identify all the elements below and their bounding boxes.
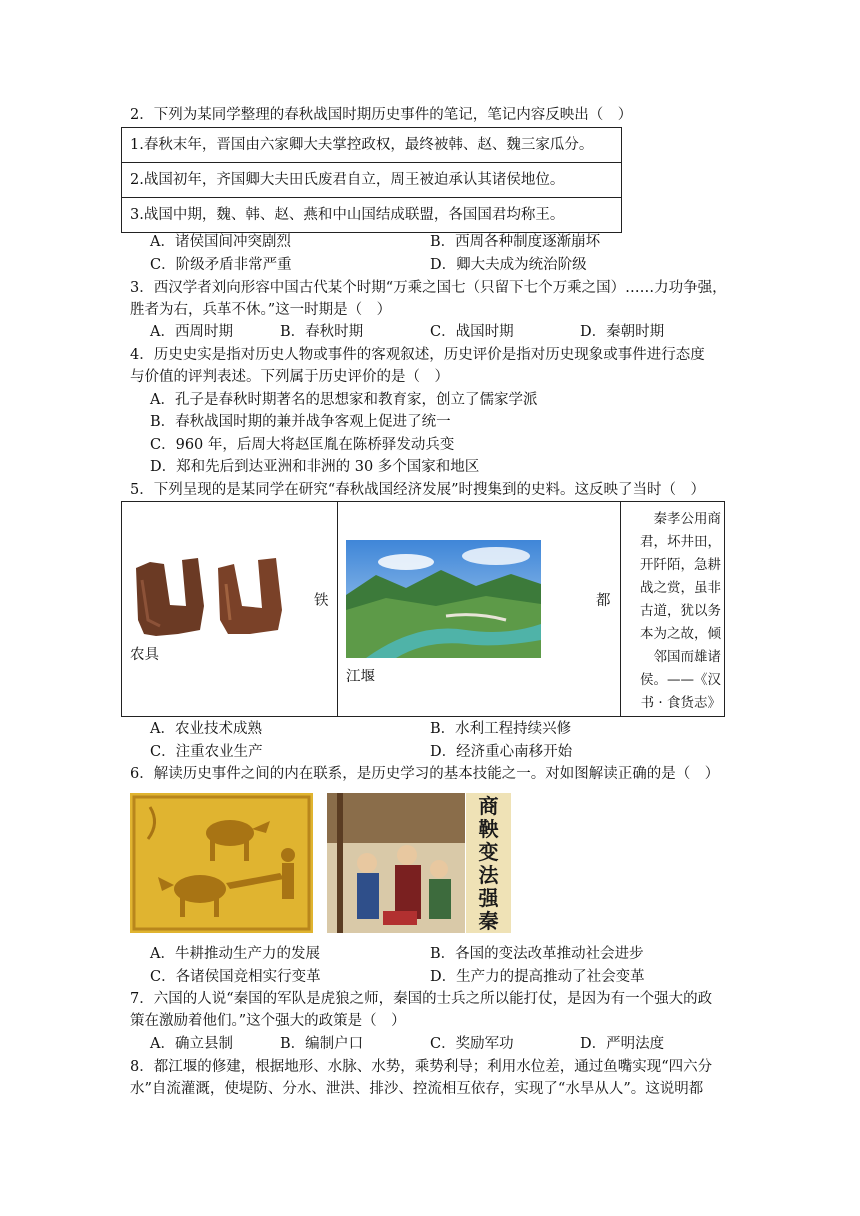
quote-line: 古道，犹以务 bbox=[640, 603, 721, 619]
q2-note-3: 3.战国中期，魏、韩、赵、燕和中山国结成联盟，各国国君均称王。 bbox=[130, 207, 565, 223]
q5-cell2-text-a: 都 bbox=[596, 593, 611, 609]
q5-option-a: A．农业技术成熟 bbox=[150, 721, 262, 737]
q5-option-b: B．水利工程持续兴修 bbox=[430, 721, 572, 737]
q3-option-c: C．战国时期 bbox=[430, 324, 514, 340]
q4-option-b: B．春秋战国时期的兼并战争客观上促进了统一 bbox=[150, 414, 451, 430]
q3-option-a: A．西周时期 bbox=[150, 324, 233, 340]
quote-line: 战之赏，虽非 bbox=[640, 580, 721, 596]
q6-option-c: C．各诸侯国竞相实行变革 bbox=[150, 969, 321, 985]
q6-option-d: D．生产力的提高推动了社会变革 bbox=[430, 969, 645, 985]
q5-stem: 5．下列呈现的是某同学在研究“春秋战国经济发展”时搜集到的史料。这反映了当时（ ） bbox=[130, 482, 706, 498]
q5-cell2-text-b: 江堰 bbox=[346, 669, 375, 685]
banner-char: 强 bbox=[478, 886, 499, 910]
q6-option-b: B．各国的变法改革推动社会进步 bbox=[430, 946, 644, 962]
q4-stem-line-2: 与价值的评判表述。下列属于历史评价的是（ ） bbox=[130, 369, 449, 385]
q2-option-d: D．卿大夫成为统治阶级 bbox=[430, 257, 587, 273]
q5-cell-dujiangyan bbox=[338, 502, 621, 716]
banner-char: 商 bbox=[478, 794, 499, 818]
q8-stem-line-2: 水”自流灌溉，使堤防、分水、泄洪、排沙、控流相互依存，实现了“水旱从人”。这说明都 bbox=[130, 1081, 704, 1097]
q4-option-c: C．960 年，后周大将赵匡胤在陈桥驿发动兵变 bbox=[150, 437, 455, 453]
q2-option-b: B．西周各种制度逐渐崩坏 bbox=[430, 234, 601, 250]
q7-option-b: B．编制户口 bbox=[280, 1036, 364, 1052]
q3-option-d: D．秦朝时期 bbox=[580, 324, 665, 340]
q6-stem: 6．解读历史事件之间的内在联系，是历史学习的基本技能之一。对如图解读正确的是（ ） bbox=[130, 766, 720, 782]
quote-line: 开阡陌，急耕 bbox=[640, 557, 721, 573]
q7-option-c: C．奖励军功 bbox=[430, 1036, 514, 1052]
q5-cell1-text-a: 铁 bbox=[314, 593, 329, 609]
q5-sources-table bbox=[121, 501, 725, 717]
q2-note-1: 1.春秋末年，晋国由六家卿大夫掌控政权，最终被韩、赵、魏三家瓜分。 bbox=[122, 128, 621, 163]
q5-cell-quote bbox=[621, 502, 724, 716]
q3-stem-line-1: 3．西汉学者刘向形容中国古代某个时期“万乘之国七（只留下七个万乘之国）……力功争强， bbox=[130, 280, 727, 296]
q4-option-a: A．孔子是春秋时期著名的思想家和教育家，创立了儒家学派 bbox=[150, 392, 538, 408]
q7-stem-line-1: 7．六国的人说“秦国的军队是虎狼之师，秦国的士兵之所以能打仗，是因为有一个强大的政 bbox=[130, 991, 713, 1007]
q3-option-b: B．春秋时期 bbox=[280, 324, 364, 340]
q6-option-a: A．牛耕推动生产力的发展 bbox=[150, 946, 320, 962]
q5-cell1-text-b: 农具 bbox=[130, 647, 159, 663]
q2-option-c: C．阶级矛盾非常严重 bbox=[150, 257, 292, 273]
iron-tools-image bbox=[130, 550, 300, 640]
q2-option-a: A．诸侯国间冲突剧烈 bbox=[150, 234, 291, 250]
shang-yang-banner bbox=[466, 793, 511, 933]
q7-option-d: D．严明法度 bbox=[580, 1036, 665, 1052]
banner-char: 秦 bbox=[478, 909, 499, 933]
ox-plowing-relief-image bbox=[130, 793, 313, 933]
q8-stem-line-1: 8．都江堰的修建，根据地形、水脉、水势，乘势利导；利用水位差，通过鱼嘴实现“四六分 bbox=[130, 1059, 713, 1075]
quote-line: 侯。——《汉 bbox=[640, 672, 721, 688]
q7-stem-line-2: 策在激励着他们。”这个强大的政策是（ ） bbox=[130, 1013, 406, 1029]
quote-line: 本为之故，倾 bbox=[640, 626, 721, 642]
q3-stem-line-2: 胜者为右，兵革不休。”这一时期是（ ） bbox=[130, 302, 392, 318]
q2-notes-table bbox=[121, 127, 622, 233]
q4-option-d: D．郑和先后到达亚洲和非洲的 30 多个国家和地区 bbox=[150, 459, 480, 475]
banner-char: 鞅 bbox=[478, 817, 499, 841]
banner-char: 法 bbox=[478, 863, 499, 887]
q2-stem: 2．下列为某同学整理的春秋战国时期历史事件的笔记，笔记内容反映出（ ） bbox=[130, 107, 633, 123]
q5-cell-iron-tools bbox=[122, 502, 338, 716]
dujiangyan-image bbox=[346, 540, 541, 658]
shang-yang-reform-image bbox=[327, 793, 465, 933]
quote-line: 邻国而雄诸 bbox=[653, 649, 721, 665]
q5-option-c: C．注重农业生产 bbox=[150, 744, 263, 760]
q7-option-a: A．确立县制 bbox=[150, 1036, 233, 1052]
quote-line: 秦孝公用商 bbox=[653, 511, 721, 527]
q4-stem-line-1: 4．历史史实是指对历史人物或事件的客观叙述，历史评价是指对历史现象或事件进行态度 bbox=[130, 347, 705, 363]
banner-char: 变 bbox=[478, 840, 499, 864]
quote-line: 君，坏井田， bbox=[640, 534, 721, 550]
quote-line: 书 · 食货志》 bbox=[640, 695, 721, 711]
q2-note-2: 2.战国初年，齐国卿大夫田氏废君自立，周王被迫承认其诸侯地位。 bbox=[122, 163, 621, 198]
q5-option-d: D．经济重心南移开始 bbox=[430, 744, 573, 760]
